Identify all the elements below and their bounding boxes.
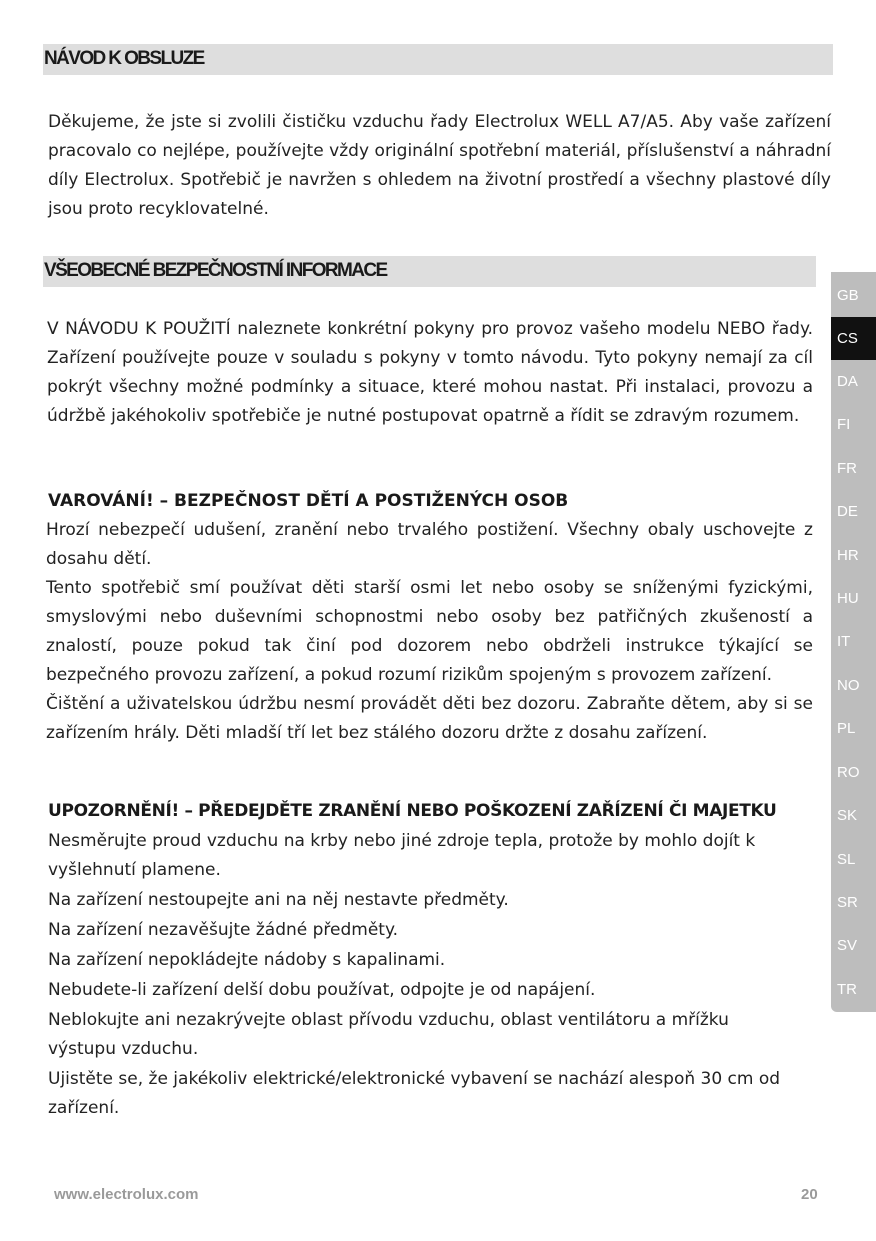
caution-paragraph: Na zařízení nepokládejte nádoby s kapalinami. [48,950,446,970]
section-title-operating-manual: NÁVOD K OBSLUZE [43,44,833,75]
language-tab-sl[interactable]: SL [837,851,856,868]
language-tab-da[interactable]: DA [837,373,858,390]
language-tab-hu[interactable]: HU [837,590,859,607]
language-tabs [831,272,876,1012]
warning-paragraph: Hrozí nebezpečí udušení, zranění nebo trvalého postižení. Všechny obaly uschovejte z dosahu dětí. [46,520,813,569]
language-tab-fi[interactable]: FI [837,416,851,433]
section-title-general-safety: VŠEOBECNÉ BEZPEČNOSTNÍ INFORMACE [43,256,816,287]
general-safety-paragraph: V NÁVODU K POUŽITÍ naleznete konkrétní pokyny pro provoz vašeho modelu NEBO řady. Zařízení používejte pouze v souladu s pokyny v tomto návodu. Tyto pokyny nemají za cíl pokrýt všechny možné podmínky a situace, které mohou nastat. Při instalaci, provozu a údržbě jakéhokoliv spotřebiče je nutné postupovat opatrně a řídit se zdravým rozumem. [47,319,813,426]
language-tab-de[interactable]: DE [837,503,858,520]
warning-paragraph: Tento spotřebič smí používat děti starší osmi let nebo osoby se sníženými fyzickými, smyslovými nebo duševními schopnostmi nebo osoby bez patřičných zkušeností a znalostí, pouze pokud tak činí pod dozorem nebo obdrželi instrukce týkající se bezpečného provozu zařízení, a pokud rozumí rizikům spojeným s provozem zařízení. [46,578,813,685]
language-tab-sv[interactable]: SV [837,937,858,954]
language-tab-hr[interactable]: HR [837,547,859,564]
intro-paragraph: Děkujeme, že jste si zvolili čističku vzduchu řady Electrolux WELL A7/A5. Aby vaše zařízení pracovalo co nejlépe, používejte vždy originální spotřební materiál, příslušenství a náhradní díly Electrolux. Spotřebič je navržen s ohledem na životní prostředí a všechny plastové díly jsou proto recyklovatelné. [48,112,831,219]
language-tab-tr[interactable]: TR [837,981,857,998]
language-tab-it[interactable]: IT [837,633,851,650]
caution-heading: UPOZORNĚNÍ! – PŘEDEJDĚTE ZRANĚNÍ NEBO POŠKOZENÍ ZAŘÍZENÍ ČI MAJETKU [48,801,777,821]
caution-paragraph: Nesměrujte proud vzduchu na krby nebo jiné zdroje tepla, protože by mohlo dojít k vyšlehnutí plamene. [48,831,756,880]
language-tab-fr[interactable]: FR [837,460,857,477]
caution-body [48,827,848,1124]
caution-paragraph: Nebudete-li zařízení delší dobu používat, odpojte je od napájení. [48,980,596,1000]
warning-body [46,516,813,748]
language-tab-no[interactable]: NO [837,677,860,694]
page-number: 20 [801,1186,818,1203]
caution-paragraph: Na zařízení nezavěšujte žádné předměty. [48,920,399,940]
caution-paragraph: Na zařízení nestoupejte ani na něj nestavte předměty. [48,890,509,910]
language-tab-ro[interactable]: RO [837,764,860,781]
language-tab-gb[interactable]: GB [837,287,859,304]
footer-url[interactable]: www.electrolux.com [54,1186,199,1203]
language-tab-sr[interactable]: SR [837,894,858,911]
caution-paragraph: Neblokujte ani nezakrývejte oblast přívodu vzduchu, oblast ventilátoru a mřížku výstupu vzduchu. [48,1010,729,1059]
language-tab-sk[interactable]: SK [837,807,858,824]
warning-paragraph: Čištění a uživatelskou údržbu nesmí provádět děti bez dozoru. Zabraňte dětem, aby si se zařízením hrály. Děti mladší tří let bez stálého dozoru držte z dosahu zařízení. [46,694,813,743]
language-tab-cs[interactable]: CS [831,317,876,360]
warning-heading: VAROVÁNÍ! – BEZPEČNOST DĚTÍ A POSTIŽENÝCH OSOB [48,491,569,511]
caution-paragraph: Ujistěte se, že jakékoliv elektrické/elektronické vybavení se nachází alespoň 30 cm od zařízení. [48,1069,781,1118]
language-tab-pl[interactable]: PL [837,720,856,737]
